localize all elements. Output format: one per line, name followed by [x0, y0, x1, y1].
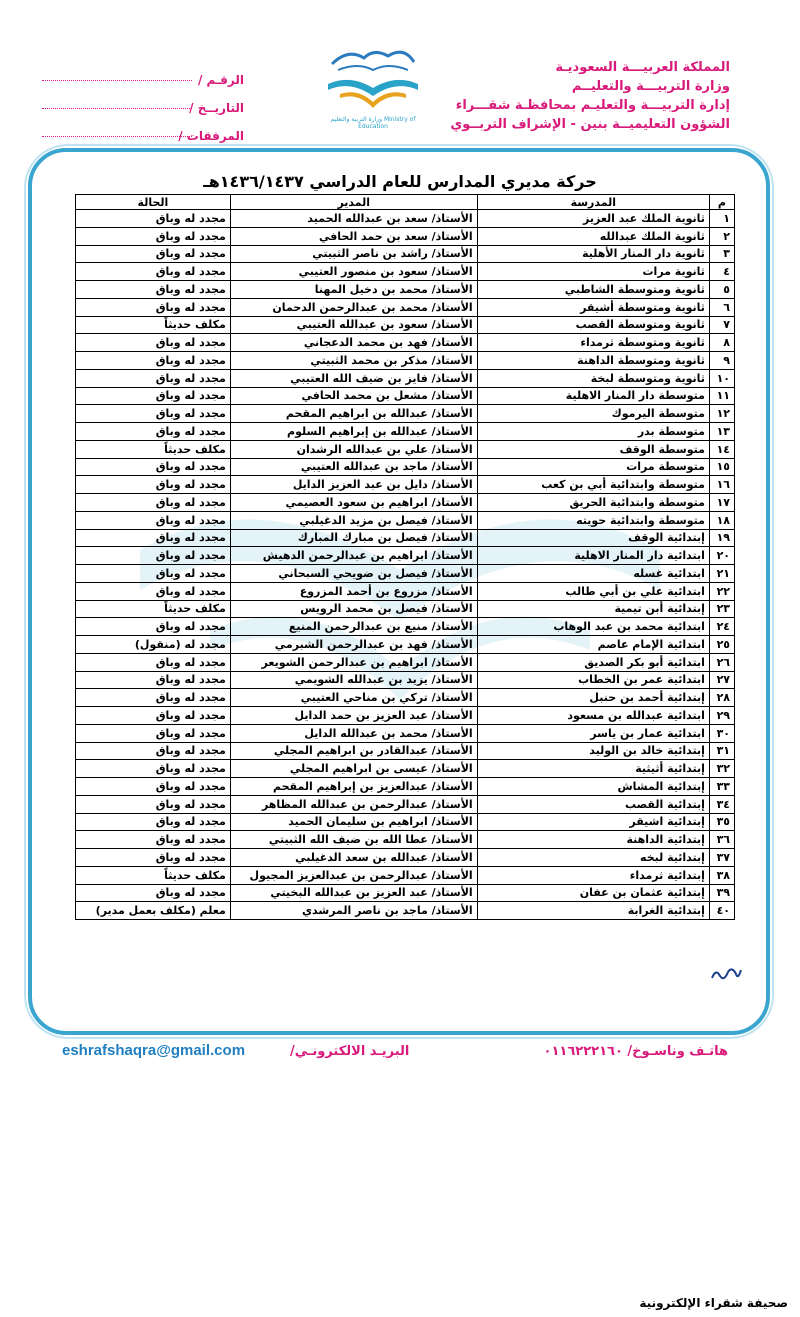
row-number: ١٨	[709, 511, 734, 529]
row-number: ٦	[709, 298, 734, 316]
table-header-row	[76, 195, 735, 210]
table-row	[76, 795, 735, 813]
director-name: الأستاذ/ عيسى بن ابراهيم المجلي	[230, 760, 477, 778]
table-row	[76, 813, 735, 831]
row-number: ٢٣	[709, 600, 734, 618]
ref-date-label: التاريــخ /	[189, 101, 244, 115]
school-name: ابتدائية علي بن أبي طالب	[477, 582, 709, 600]
table-row	[76, 689, 735, 707]
row-number: ٢٦	[709, 653, 734, 671]
school-name: ابتدائية محمد بن عبد الوهاب	[477, 618, 709, 636]
school-name: متوسطة اليرموك	[477, 405, 709, 423]
table-row	[76, 387, 735, 405]
email-address[interactable]: eshrafshaqra@gmail.com	[62, 1042, 246, 1059]
ministry-of-education-logo	[318, 44, 428, 134]
director-name: الأستاذ/ عبدالله بن سعد الدغيلبي	[230, 849, 477, 867]
table-body	[76, 210, 735, 920]
row-number: ٢٨	[709, 689, 734, 707]
row-number: ٢٢	[709, 582, 734, 600]
director-name: الأستاذ/ مزروع بن أحمد المزروع	[230, 582, 477, 600]
row-number: ٢	[709, 227, 734, 245]
status: مجدد له وباق	[76, 298, 231, 316]
status: مجدد له وباق	[76, 494, 231, 512]
status: مجدد له وباق	[76, 476, 231, 494]
status: مجدد له وباق	[76, 689, 231, 707]
signature-mark	[708, 962, 744, 986]
table-row	[76, 316, 735, 334]
row-number: ١٦	[709, 476, 734, 494]
status: مجدد له وباق	[76, 813, 231, 831]
ref-number-label: الرقـم /	[197, 73, 244, 87]
table-row	[76, 547, 735, 565]
status: مكلف حديثاً	[76, 866, 231, 884]
director-name: الأستاذ/ مشعل بن محمد الحافي	[230, 387, 477, 405]
director-name: الأستاذ/ سعد بن حمد الحافي	[230, 227, 477, 245]
director-name: الأستاذ/ فايز بن ضيف الله العتيبي	[230, 369, 477, 387]
director-name: الأستاذ/ ابراهيم بن سعود العصيمي	[230, 494, 477, 512]
director-name: الأستاذ/ عبدالرحمن بن عبدالله المظاهر	[230, 795, 477, 813]
status: مكلف حديثاً	[76, 316, 231, 334]
row-number: ٤٠	[709, 902, 734, 920]
row-number: ٣٤	[709, 795, 734, 813]
table-row	[76, 298, 735, 316]
table-row	[76, 458, 735, 476]
row-number: ٢٤	[709, 618, 734, 636]
director-name: الأستاذ/ فهد بن عبدالرحمن الشبرمي	[230, 636, 477, 654]
school-name: إبتدائية اشيقر	[477, 813, 709, 831]
row-number: ١٢	[709, 405, 734, 423]
table-row	[76, 352, 735, 370]
status: مجدد له وباق	[76, 618, 231, 636]
table-row	[76, 671, 735, 689]
school-name: ثانوية ومتوسطة القصب	[477, 316, 709, 334]
director-name: الأستاذ/ سعود بن منصور العتيبي	[230, 263, 477, 281]
header-number: م	[709, 195, 734, 210]
ministry-header	[450, 58, 730, 134]
school-name: ثانوية ومتوسطة الشاطبي	[477, 281, 709, 299]
table-row	[76, 369, 735, 387]
row-number: ١٥	[709, 458, 734, 476]
table-row	[76, 227, 735, 245]
ref-date-line	[42, 108, 192, 109]
school-name: متوسطة الوقف	[477, 440, 709, 458]
status: مجدد له وباق	[76, 511, 231, 529]
director-name: الأستاذ/ عبد العزيز بن حمد الدايل	[230, 707, 477, 725]
table-row	[76, 494, 735, 512]
school-name: ثانوية الملك عبد العزيز	[477, 210, 709, 228]
director-name: الأستاذ/ عبدالله بن إبراهيم السلوم	[230, 423, 477, 441]
director-name: الأستاذ/ فيصل بن ضويحي السبحاني	[230, 565, 477, 583]
school-name: ثانوية ومتوسطة أشيقر	[477, 298, 709, 316]
email-label: البريـد الالكترونـي/	[290, 1044, 410, 1059]
director-name: الأستاذ/ محمد بن عبدالله الدايل	[230, 724, 477, 742]
status: مجدد له وباق	[76, 227, 231, 245]
school-name: ثانوية الملك عبدالله	[477, 227, 709, 245]
director-name: الأستاذ/ سعد بن عبدالله الحميد	[230, 210, 477, 228]
table-row	[76, 263, 735, 281]
director-name: الأستاذ/ دايل بن عبد العزيز الدايل	[230, 476, 477, 494]
status: مجدد له وباق	[76, 884, 231, 902]
status: مكلف حديثاً	[76, 600, 231, 618]
row-number: ٢٩	[709, 707, 734, 725]
status: مجدد له وباق	[76, 795, 231, 813]
table-row	[76, 884, 735, 902]
header-line-4: الشؤون التعليميــة بنين - الإشراف التربــوي	[450, 117, 730, 132]
director-name: الأستاذ/ يزيد بن عبدالله الشويمي	[230, 671, 477, 689]
status: مجدد له وباق	[76, 281, 231, 299]
status: مجدد له وباق	[76, 778, 231, 796]
table-row	[76, 707, 735, 725]
table-row	[76, 653, 735, 671]
status: مجدد له وباق	[76, 582, 231, 600]
table-row	[76, 423, 735, 441]
school-name: إبتدائية الوقف	[477, 529, 709, 547]
header-line-2: وزارة التربيـــة والتعليــم	[571, 79, 730, 94]
school-name: ثانوية ومتوسطة ثرمداء	[477, 334, 709, 352]
status: معلم (مكلف بعمل مدير)	[76, 902, 231, 920]
row-number: ٨	[709, 334, 734, 352]
status: مجدد له (منقول)	[76, 636, 231, 654]
director-name: الأستاذ/ عبد العزيز بن عبدالله البخيتي	[230, 884, 477, 902]
school-name: متوسطة مرات	[477, 458, 709, 476]
table-row	[76, 565, 735, 583]
header-director: المدير	[230, 195, 477, 210]
school-name: ابتدائية عمر بن الخطاب	[477, 671, 709, 689]
school-name: إبتدائية عثمان بن عفان	[477, 884, 709, 902]
row-number: ٣٧	[709, 849, 734, 867]
status: مجدد له وباق	[76, 369, 231, 387]
row-number: ١	[709, 210, 734, 228]
table-row	[76, 476, 735, 494]
school-name: إبتدائية المشاش	[477, 778, 709, 796]
status: مجدد له وباق	[76, 742, 231, 760]
logo-caption: وزارة التربية والتعليم Ministry of Education	[330, 116, 416, 130]
director-name: الأستاذ/ ابراهيم بن عبدالرحمن الدهيش	[230, 547, 477, 565]
school-name: إبتدائية خالد بن الوليد	[477, 742, 709, 760]
status: مجدد له وباق	[76, 760, 231, 778]
row-number: ٢٠	[709, 547, 734, 565]
row-number: ٢٧	[709, 671, 734, 689]
table-row	[76, 902, 735, 920]
status: مجدد له وباق	[76, 831, 231, 849]
director-name: الأستاذ/ مذكر بن محمد الثبيتي	[230, 352, 477, 370]
status: مجدد له وباق	[76, 724, 231, 742]
row-number: ٣٠	[709, 724, 734, 742]
table-row	[76, 866, 735, 884]
table-row	[76, 405, 735, 423]
director-name: الأستاذ/ تركي بن مناحي العتيبي	[230, 689, 477, 707]
school-name: إبتدائية لبخه	[477, 849, 709, 867]
director-name: الأستاذ/ عبدالرحمن بن عبدالعزيز المجيول	[230, 866, 477, 884]
table-row	[76, 724, 735, 742]
status: مجدد له وباق	[76, 671, 231, 689]
school-name: متوسطة وابتدائية حويته	[477, 511, 709, 529]
phone-fax: هاتـف وناسـوخ/ ٠١١٦٢٢٢١٦٠	[543, 1044, 728, 1059]
director-name: الأستاذ/ فيصل بن مزيد الدغيلبي	[230, 511, 477, 529]
school-name: إبتدائية أبن تيمية	[477, 600, 709, 618]
table-row	[76, 210, 735, 228]
ref-attachments-line	[42, 136, 192, 137]
table-row	[76, 831, 735, 849]
status: مجدد له وباق	[76, 352, 231, 370]
row-number: ١٠	[709, 369, 734, 387]
status: مجدد له وباق	[76, 405, 231, 423]
row-number: ١٧	[709, 494, 734, 512]
director-name: الأستاذ/ علي بن عبدالله الرشدان	[230, 440, 477, 458]
ref-number-line	[42, 80, 192, 81]
row-number: ٣	[709, 245, 734, 263]
status: مجدد له وباق	[76, 334, 231, 352]
table-row	[76, 529, 735, 547]
table-row	[76, 281, 735, 299]
director-name: الأستاذ/ محمد بن دخيل المهنا	[230, 281, 477, 299]
school-name: متوسطة وابتدائية الحريق	[477, 494, 709, 512]
school-name: إبتدائية الداهنة	[477, 831, 709, 849]
director-name: الأستاذ/ فهد بن محمد الدعجاني	[230, 334, 477, 352]
row-number: ٣٢	[709, 760, 734, 778]
director-name: الأستاذ/ سعود بن عبدالله العتيبي	[230, 316, 477, 334]
school-name: إبتدائية أثيثية	[477, 760, 709, 778]
row-number: ٤	[709, 263, 734, 281]
row-number: ٣٣	[709, 778, 734, 796]
school-name: ابتدائية غسله	[477, 565, 709, 583]
director-name: الأستاذ/ محمد بن عبدالرحمن الدحمان	[230, 298, 477, 316]
table-row	[76, 760, 735, 778]
header-line-1: المملكة العربيـــة السعوديـة	[555, 60, 730, 75]
school-name: متوسطة بدر	[477, 423, 709, 441]
source-caption: صحيفة شقراء الإلكترونية	[639, 1296, 788, 1310]
school-name: إبتدائية القصب	[477, 795, 709, 813]
row-number: ١١	[709, 387, 734, 405]
ref-attachments-label: المرفقات /	[178, 129, 244, 143]
school-name: ثانوية مرات	[477, 263, 709, 281]
director-name: الأستاذ/ راشد بن ناصر الثبيتي	[230, 245, 477, 263]
row-number: ٥	[709, 281, 734, 299]
header-school: المدرسة	[477, 195, 709, 210]
status: مجدد له وباق	[76, 653, 231, 671]
school-name: إبتدائية الغرابة	[477, 902, 709, 920]
row-number: ٣٩	[709, 884, 734, 902]
table-row	[76, 849, 735, 867]
director-name: الأستاذ/ عبدالله بن ابراهيم المقحم	[230, 405, 477, 423]
table-row	[76, 618, 735, 636]
row-number: ٢١	[709, 565, 734, 583]
row-number: ١٤	[709, 440, 734, 458]
header-status: الحالة	[76, 195, 231, 210]
status: مجدد له وباق	[76, 565, 231, 583]
school-name: ابتدائية عمار بن ياسر	[477, 724, 709, 742]
status: مجدد له وباق	[76, 849, 231, 867]
school-name: ابتدائية دار المنار الاهلية	[477, 547, 709, 565]
table-row	[76, 600, 735, 618]
principals-table	[75, 194, 735, 920]
school-name: ابتدائية الإمام عاصم	[477, 636, 709, 654]
status: مكلف حديثاً	[76, 440, 231, 458]
table-row	[76, 582, 735, 600]
school-name: ثانوية ومتوسطة الداهنة	[477, 352, 709, 370]
status: مجدد له وباق	[76, 423, 231, 441]
school-name: ثانوية ومتوسطة لبخة	[477, 369, 709, 387]
school-name: متوسطة وابتدائية أبي بن كعب	[477, 476, 709, 494]
row-number: ٣١	[709, 742, 734, 760]
table-row	[76, 245, 735, 263]
status: مجدد له وباق	[76, 458, 231, 476]
status: مجدد له وباق	[76, 529, 231, 547]
row-number: ٣٨	[709, 866, 734, 884]
director-name: الأستاذ/ ابراهيم بن سليمان الحميد	[230, 813, 477, 831]
director-name: الأستاذ/ منيع بن عبدالرحمن المنيع	[230, 618, 477, 636]
row-number: ٧	[709, 316, 734, 334]
school-name: ثانوية دار المنار الأهلية	[477, 245, 709, 263]
school-name: ابتدائية عبدالله بن مسعود	[477, 707, 709, 725]
row-number: ٢٥	[709, 636, 734, 654]
school-name: إبتدائية ثرمداء	[477, 866, 709, 884]
status: مجدد له وباق	[76, 547, 231, 565]
row-number: ٣٦	[709, 831, 734, 849]
table-row	[76, 440, 735, 458]
table-row	[76, 742, 735, 760]
school-name: إبتدائية أحمد بن حنبل	[477, 689, 709, 707]
director-name: الأستاذ/ فيصل بن محمد الرويس	[230, 600, 477, 618]
status: مجدد له وباق	[76, 387, 231, 405]
header-line-3: إدارة التربيـــة والتعليـم بمحافظـة شقـــراء	[455, 98, 730, 113]
table-row	[76, 778, 735, 796]
row-number: ١٩	[709, 529, 734, 547]
director-name: الأستاذ/ ماجد بن عبدالله العتيبي	[230, 458, 477, 476]
status: مجدد له وباق	[76, 707, 231, 725]
school-name: ابتدائية أبو بكر الصديق	[477, 653, 709, 671]
table-row	[76, 511, 735, 529]
director-name: الأستاذ/ عطا الله بن ضيف الله الثبيتي	[230, 831, 477, 849]
row-number: ١٣	[709, 423, 734, 441]
table-row	[76, 334, 735, 352]
row-number: ٩	[709, 352, 734, 370]
row-number: ٣٥	[709, 813, 734, 831]
director-name: الأستاذ/ عبدالعزيز بن إبراهيم المقحم	[230, 778, 477, 796]
director-name: الأستاذ/ ماجد بن ناصر المرشدي	[230, 902, 477, 920]
director-name: الأستاذ/ فيصل بن مبارك المبارك	[230, 529, 477, 547]
status: مجدد له وباق	[76, 245, 231, 263]
document-title: حركة مديري المدارس للعام الدراسي ١٤٣٦/١٤٣٧هـ	[203, 172, 597, 191]
status: مجدد له وباق	[76, 210, 231, 228]
table-row	[76, 636, 735, 654]
status: مجدد له وباق	[76, 263, 231, 281]
director-name: الأستاذ/ ابراهيم بن عبدالرحمن الشويعر	[230, 653, 477, 671]
school-name: متوسطة دار المنار الاهلية	[477, 387, 709, 405]
director-name: الأستاذ/ عبدالقادر بن ابراهيم المجلي	[230, 742, 477, 760]
